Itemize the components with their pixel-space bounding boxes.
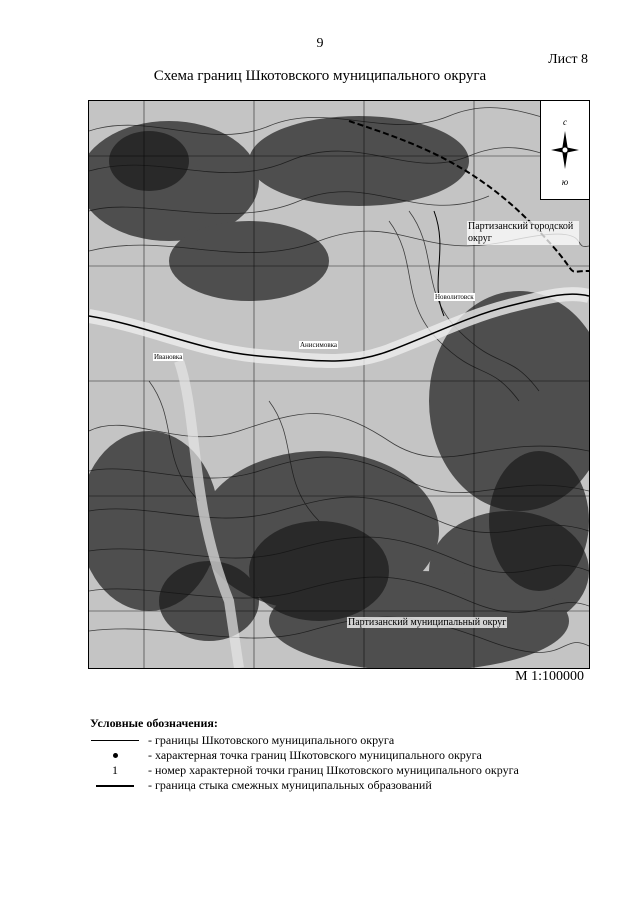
legend-item-text: - номер характерной точки границ Шкотовского муниципального округа	[148, 763, 519, 777]
page-title: Схема границ Шкотовского муниципального округа	[153, 68, 487, 84]
thin-line-symbol	[90, 740, 140, 741]
legend-item	[90, 748, 610, 763]
town-label: Ивановка	[154, 353, 183, 361]
legend-item	[90, 763, 610, 778]
dot-symbol	[90, 753, 140, 758]
compass-rose	[540, 101, 589, 200]
map-terrain	[89, 101, 589, 668]
page-number: 9	[316, 36, 324, 51]
adjacent-area-label-north: Партизанский городской округ	[467, 221, 579, 245]
legend-title: Условные обозначения:	[90, 716, 218, 730]
compass-south-label: ю	[561, 177, 569, 187]
legend-item	[90, 778, 610, 793]
topographic-map	[88, 100, 590, 669]
town-label: Анисимовка	[300, 341, 338, 349]
legend	[90, 716, 610, 793]
thick-line-symbol	[90, 785, 140, 787]
town-label: Новолитовск	[435, 293, 474, 301]
legend-item-text: - границы Шкотовского муниципального округа	[148, 733, 395, 747]
legend-item	[90, 733, 610, 748]
compass-north-label: с	[563, 117, 567, 127]
legend-item-text: - граница стыка смежных муниципальных образований	[148, 778, 432, 792]
legend-item-text: - характерная точка границ Шкотовского муниципального округа	[148, 748, 482, 762]
adjacent-area-label-south: Партизанский муниципальный округ	[348, 617, 507, 628]
map-scale: М 1:100000	[515, 669, 584, 684]
sheet-label: Лист 8	[548, 52, 588, 67]
number-symbol: 1	[112, 763, 118, 777]
